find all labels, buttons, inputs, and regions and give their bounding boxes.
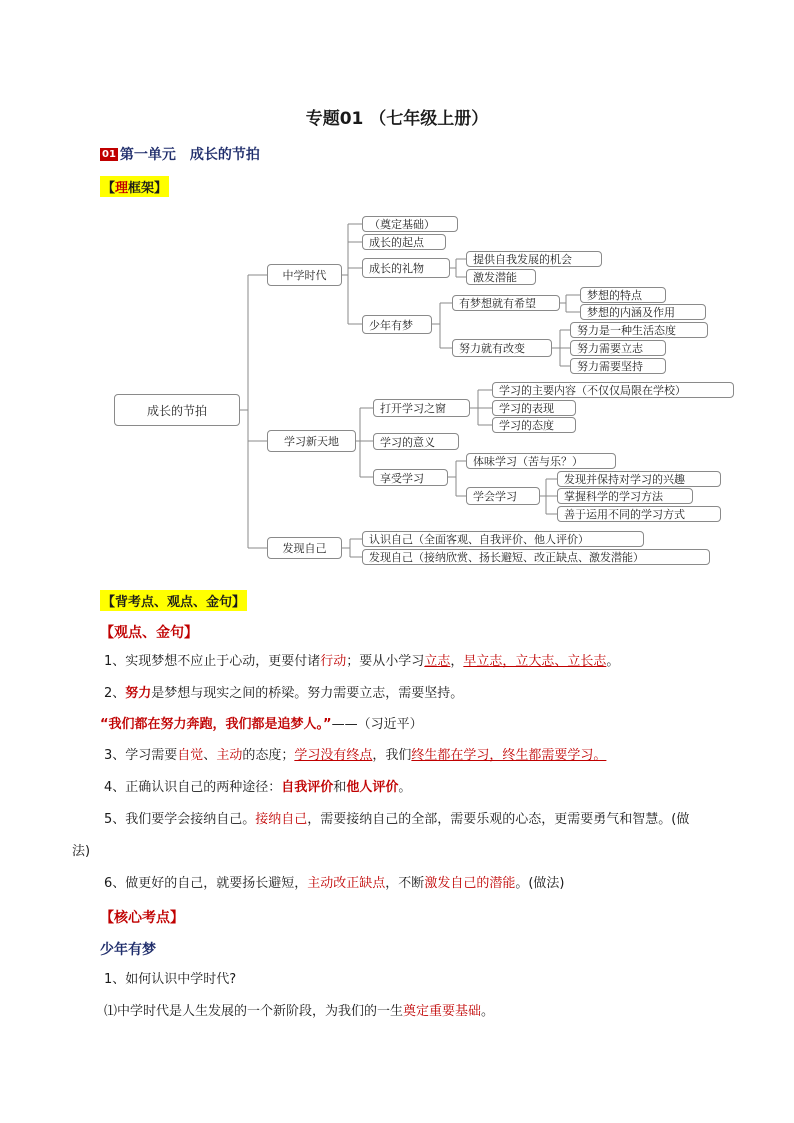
paragraph-2: 2、努力是梦想与现实之间的桥梁。努力需要立志，需要坚持。	[104, 686, 464, 701]
mindmap-leaf-effort-3: 努力需要坚持	[570, 358, 666, 374]
mindmap-leaf-effort-2: 努力需要立志	[570, 340, 666, 356]
paragraph-3: 3、学习需要自觉、主动的态度；学习没有终点，我们终生都在学习，终生都需要学习。	[104, 748, 607, 763]
mindmap-node-growth-gift: 成长的礼物	[362, 258, 450, 278]
mindmap-node-effort: 努力就有改变	[452, 339, 552, 357]
mindmap-node-learning-meaning: 学习的意义	[373, 433, 459, 450]
framework-tag: 【理框架】	[100, 176, 169, 197]
xi-quote: “我们都在努力奔跑，我们都是追梦人。”——（习近平）	[100, 717, 423, 732]
mindmap-leaf-open-3: 学习的态度	[492, 417, 576, 433]
mindmap-leaf-learn-2: 掌握科学的学习方法	[557, 488, 693, 504]
mindmap-node-learn-to-learn: 学会学习	[466, 487, 540, 505]
mindmap-leaf-self-2: 发现自己（接纳欣赏、扬长避短、改正缺点、激发潜能）	[362, 549, 710, 565]
mindmap-node-middle-school: 中学时代	[267, 264, 342, 286]
mindmap-leaf-gift-1: 提供自我发展的机会	[466, 251, 602, 267]
mindmap-leaf-open-1: 学习的主要内容（不仅仅局限在学校）	[492, 382, 734, 398]
mindmap-leaf-dream-1: 梦想的特点	[580, 287, 666, 303]
paragraph-5: 5、我们要学会接纳自己。接纳自己，需要接纳自己的全部，需要乐观的心态，更需要勇气和智慧。(做	[104, 812, 690, 827]
mindmap-leaf-open-2: 学习的表现	[492, 400, 576, 416]
mindmap-root: 成长的节拍	[114, 394, 240, 426]
mindmap-leaf-self-1: 认识自己（全面客观、自我评价、他人评价）	[362, 531, 644, 547]
mindmap-node-self: 发现自己	[267, 537, 342, 559]
youth-heading: 少年有梦	[100, 942, 156, 958]
mindmap-node-dream-hope: 有梦想就有希望	[452, 295, 560, 311]
unit-number-badge: 01	[102, 148, 116, 160]
core-heading: 【核心考点】	[100, 910, 184, 926]
paragraph-1: 1、实现梦想不应止于心动，更要付诸行动；要从小学习立志，早立志，立大志、立长志。	[104, 654, 620, 669]
mindmap-leaf-gift-2: 激发潜能	[466, 269, 536, 285]
mindmap-leaf-dream-2: 梦想的内涵及作用	[580, 304, 706, 320]
paragraph-5-continued: 法)	[72, 844, 91, 859]
mindmap-leaf-learn-1: 发现并保持对学习的兴趣	[557, 471, 721, 487]
views-heading: 【观点、金句】	[100, 625, 198, 641]
answer-1: ⑴中学时代是人生发展的一个新阶段，为我们的一生奠定重要基础。	[104, 1004, 495, 1019]
mindmap-node-youth-dream: 少年有梦	[362, 315, 432, 334]
paragraph-6: 6、做更好的自己，就要扬长避短，主动改正缺点，不断激发自己的潜能。(做法)	[104, 876, 565, 891]
mindmap-leaf-enjoy: 体味学习（苦与乐？）	[466, 453, 616, 469]
mindmap-leaf-learn-3: 善于运用不同的学习方式	[557, 506, 721, 522]
points-tag: 【背考点、观点、金句】	[100, 590, 247, 611]
mindmap-node-enjoy-learning: 享受学习	[373, 469, 448, 486]
mindmap-leaf-effort-1: 努力是一种生活态度	[570, 322, 708, 338]
mindmap-node-open-learning: 打开学习之窗	[373, 399, 470, 417]
paragraph-4: 4、正确认识自己的两种途径：自我评价和他人评价。	[104, 780, 412, 795]
unit-title-text: 第一单元 成长的节拍	[119, 147, 260, 163]
question-1: 1、如何认识中学时代?	[104, 972, 237, 987]
mindmap-leaf-growth-start: 成长的起点	[362, 234, 446, 250]
mindmap-node-learning: 学习新天地	[267, 430, 356, 452]
document-title: 专题01 （七年级上册）	[305, 109, 489, 129]
mindmap-leaf-foundation: （奠定基础）	[362, 216, 458, 232]
